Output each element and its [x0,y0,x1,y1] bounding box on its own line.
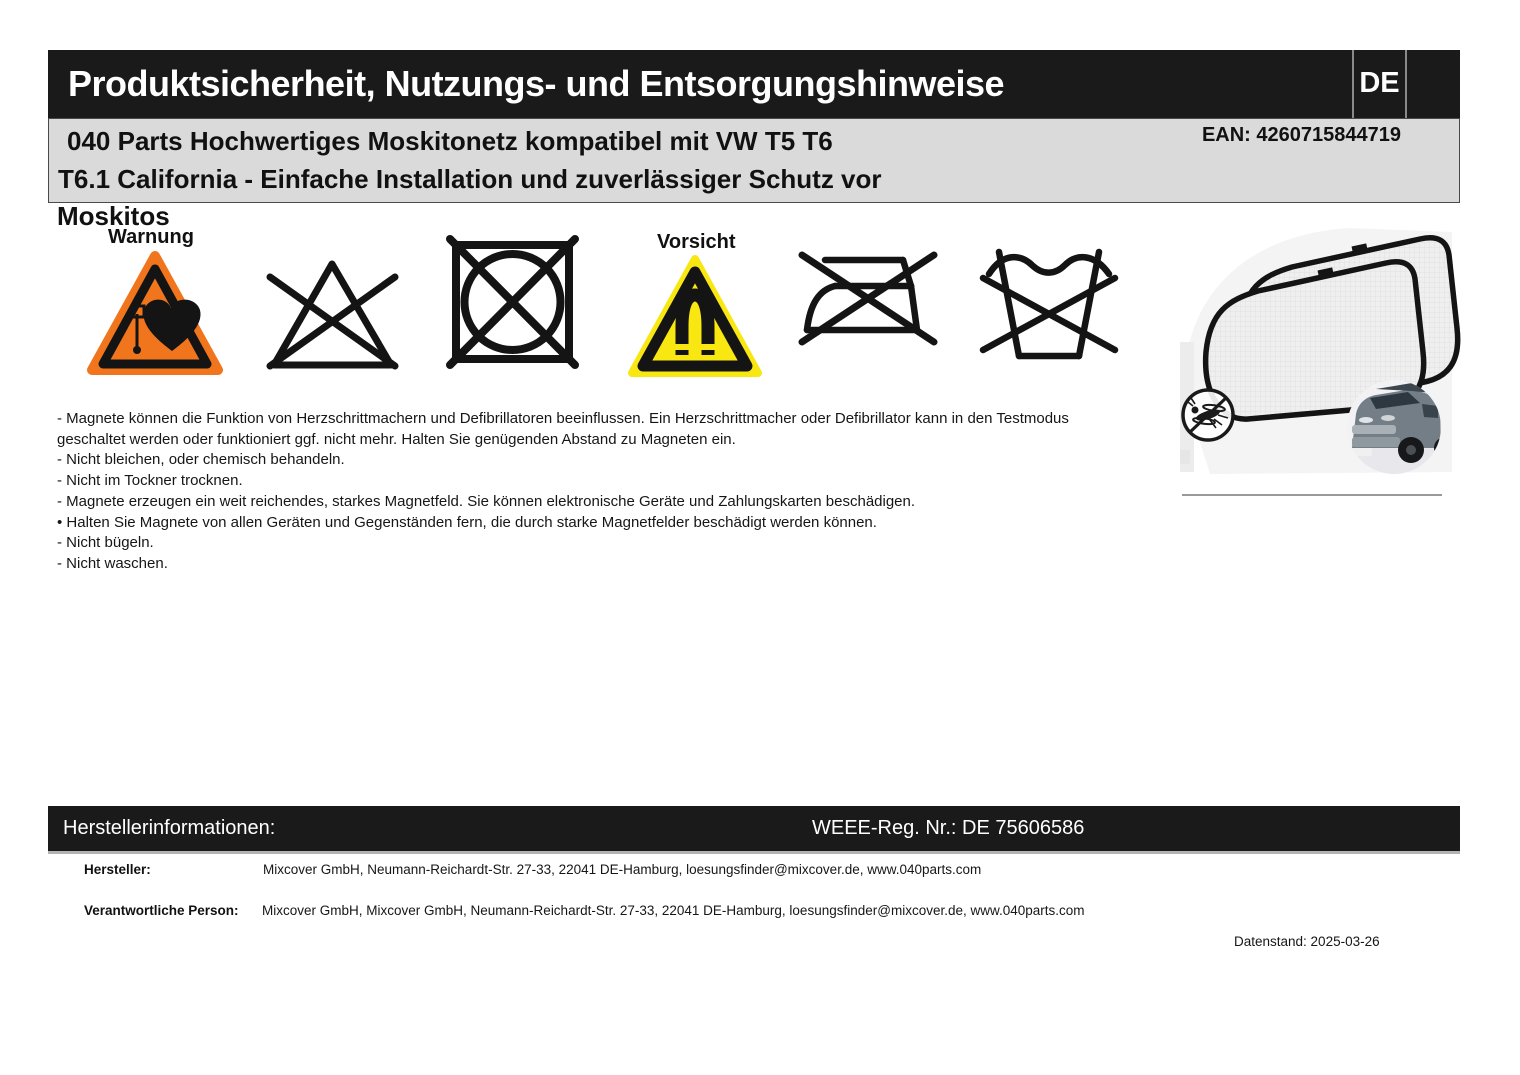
note-line: - Magnete erzeugen ein weit reichendes, starkes Magnetfeld. Sie können elektronische Geräte und Zahlungskarten beschädigen. [57,492,916,510]
safety-notes [57,409,1069,575]
product-title-line3: Moskitos [57,201,170,231]
do-not-wash-icon [975,236,1123,377]
manufacturer-info-title: Herstellerinformationen: [63,817,276,839]
product-title-bar [48,118,1460,203]
no-mosquito-icon [1183,390,1233,440]
page-title: Produktsicherheit, Nutzungs- und Entsorgungshinweise [68,63,1005,104]
product-title-line1: 040 Parts Hochwertiges Moskitonetz kompatibel mit VW T5 T6 [67,126,833,156]
note-line: - Nicht waschen. [57,554,168,572]
do-not-iron-icon [797,248,939,363]
do-not-bleach-icon [265,252,400,377]
footer-divider [48,851,1460,854]
do-not-tumble-dry-icon [444,232,581,377]
verantwortliche-person-label: Verantwortliche Person: [84,903,239,918]
product-title-line2: T6.1 California - Einfache Installation und zuverlässiger Schutz vor [58,164,882,194]
datenstand: Datenstand: 2025-03-26 [1234,934,1380,949]
note-line: geschaltet werden oder funktioniert ggf. nicht mehr. Halten Sie genügenden Abstand zu Magneten ein. [57,430,736,448]
note-line: • Halten Sie Magnete von allen Geräten und Gegenständen fern, die durch starke Magnetfelder beschädigt werden können. [57,513,877,531]
note-line: - Nicht bügeln. [57,534,154,552]
note-line: - Magnete können die Funktion von Herzschrittmachern und Defibrillatoren beeinflussen. Ein Herzschrittmacher oder Defibrillator kann in den Testmodus [57,410,1069,427]
note-line: - Nicht im Tockner trocknen. [57,472,243,490]
manufacturer-info-bar [48,806,1460,851]
product-image [1180,222,1465,507]
note-line: - Nicht bleichen, oder chemisch behandeln. [57,451,345,469]
verantwortliche-person-value: Mixcover GmbH, Mixcover GmbH, Neumann-Reichardt-Str. 27-33, 22041 DE-Hamburg, loesungsfinder@mixcover.de, www.040parts.com [262,903,1085,918]
warnung-label: Warnung [108,226,194,248]
ean-code: EAN: 4260715844719 [1201,124,1401,146]
pacemaker-magnet-warning-icon [84,248,226,383]
hersteller-label: Hersteller: [84,862,151,877]
hersteller-value: Mixcover GmbH, Neumann-Reichardt-Str. 27-33, 22041 DE-Hamburg, loesungsfinder@mixcover.de, www.040parts.com [263,862,982,877]
vorsicht-label: Vorsicht [657,231,736,253]
language-badge: DE [1352,50,1407,118]
weee-registration-number: WEEE-Reg. Nr.: DE 75606586 [812,817,1085,839]
header-bar [48,50,1460,118]
magnetic-field-warning-icon [627,253,763,383]
